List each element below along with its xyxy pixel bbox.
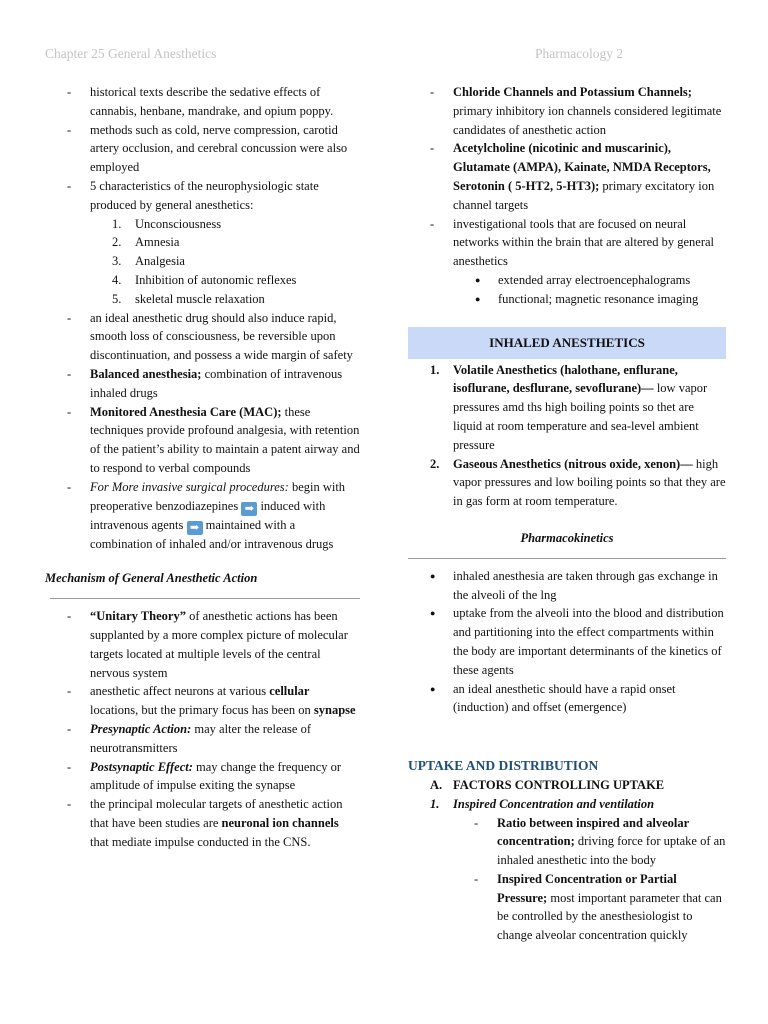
list-item: - methods such as cold, nerve compression, carotid artery occlusion, and cerebral concussion were also employed: [90, 121, 360, 177]
pharmacokinetics-heading: Pharmacokinetics: [520, 530, 614, 545]
list-item: - anesthetic affect neurons at various cellular locations, but the primary focus has been on synapse: [90, 682, 360, 720]
ion-channel-list: [408, 83, 726, 309]
divider: [50, 598, 360, 599]
inhaled-types-list: [408, 361, 726, 511]
right-column: [408, 83, 726, 945]
list-item: A. FACTORS CONTROLLING UPTAKE: [430, 777, 665, 792]
right-arrow-icon: ➡: [241, 502, 257, 516]
list-item: - Ratio between inspired and alveolar concentration; driving force for uptake of an inhaled anesthetic into the body: [497, 814, 726, 870]
tools-list: [453, 271, 726, 309]
list-item: ● inhaled anesthesia are taken through gas exchange in the alveoli of the lng: [453, 567, 726, 605]
list-item: 4. Inhibition of autonomic reflexes: [112, 272, 297, 287]
list-item: - Postsynaptic Effect: may change the frequency or amplitude of impulse exiting the synapse: [90, 758, 360, 796]
header-chapter-title: Chapter 25 General Anesthetics: [45, 46, 217, 61]
list-item: - the principal molecular targets of anesthetic action that have been studies are neuronal ion channels that mediate impulse conducted in the CNS.: [90, 795, 360, 851]
list-item: - historical texts describe the sedative effects of cannabis, henbane, mandrake, and opium poppy.: [90, 83, 360, 121]
inspired-list: [453, 814, 726, 946]
left-column: [45, 83, 360, 851]
list-item: - For More invasive surgical procedures: begin with preoperative benzodiazepines ➡ induced with intravenous agents ➡ maintained with a combination of inhaled and/or intravenous drugs: [90, 478, 360, 554]
list-item: 1. Unconsciousness: [112, 216, 222, 231]
list-item: ● functional; magnetic resonance imaging: [498, 290, 726, 309]
list-item: - “Unitary Theory” of anesthetic actions has been supplanted by a more complex picture of molecular targets located at multiple levels of the central nervous system: [90, 607, 360, 682]
intro-list: [45, 83, 360, 553]
list-item: 1. Inspired Concentration and ventilation - Ratio between inspired and alveolar concentration; driving force for uptake of an inhaled anesthetic into the body - Inspired Concentration or Partial Pressure; most important parameter that can be controlled by the anesthesiologist to change alveolar concentration quickly: [453, 795, 726, 945]
list-item: - Chloride Channels and Potassium Channels; primary inhibitory ion channels considered legitimate candidates of anesthetic action: [453, 83, 726, 139]
list-item: 2. Amnesia: [112, 235, 180, 250]
list-item: - Presynaptic Action: may alter the release of neurotransmitters: [90, 720, 360, 758]
factors-list: [408, 776, 726, 945]
pharmacokinetics-list: [408, 567, 726, 717]
divider: [408, 558, 726, 559]
list-item: 2. Gaseous Anesthetics (nitrous oxide, xenon)— high vapor pressures and low boiling points so that they are in gas form at room temperature.: [430, 456, 726, 509]
list-item: ● an ideal anesthetic should have a rapid onset (induction) and offset (emergence): [453, 680, 726, 718]
list-item: ● extended array electroencephalograms: [498, 271, 726, 290]
list-item: - an ideal anesthetic drug should also induce rapid, smooth loss of consciousness, be reversible upon discontinuation, and possess a wide margin of safety: [90, 309, 360, 365]
list-item: - investigational tools that are focused on neural networks within the brain that are altered by general anesthetics ● extended array electroencephalograms ● functional; magnetic resonance imaging: [453, 215, 726, 309]
list-item: 5. skeletal muscle relaxation: [112, 291, 265, 306]
list-item: - Monitored Anesthesia Care (MAC); these techniques provide profound analgesia, with retention of the patient’s ability to maintain a patent airway and to respond to verbal compounds: [90, 403, 360, 478]
inhaled-anesthetics-banner: INHALED ANESTHETICS: [408, 327, 726, 359]
mechanism-list: [45, 607, 360, 851]
list-item: - Inspired Concentration or Partial Pressure; most important parameter that can be controlled by the anesthesiologist to change alveolar concentration quickly: [497, 870, 726, 945]
list-item: - Acetylcholine (nicotinic and muscarinic), Glutamate (AMPA), Kainate, NMDA Receptors, Serotonin ( 5-HT2, 5-HT3); primary excitatory ion channel targets: [453, 139, 726, 214]
list-item: - Balanced anesthesia; combination of intravenous inhaled drugs: [90, 365, 360, 403]
list-item: - 5 characteristics of the neurophysiologic state produced by general anesthetics: 1. Unconsciousness 2. Amnesia 3. Analgesia 4. Inhibition of autonomic reflexes 5. skeletal muscle relaxation: [90, 177, 360, 309]
header-course-title: Pharmacology 2: [535, 46, 624, 61]
list-item: 1. Volatile Anesthetics (halothane, enflurane, isoflurane, desflurane, sevoflurane)— low vapor pressures amd ths high boiling points so thet are liquid at room temperature and sea-level ambient pressure: [430, 362, 708, 452]
right-arrow-icon: ➡: [187, 521, 203, 535]
characteristics-list: [90, 215, 360, 309]
list-item: 3. Analgesia: [112, 254, 185, 269]
mechanism-heading: Mechanism of General Anesthetic Action: [45, 571, 258, 586]
uptake-distribution-heading: UPTAKE AND DISTRIBUTION: [408, 758, 599, 774]
list-item: ● uptake from the alveoli into the blood and distribution and partitioning into the effect compartments within the body are important determinants of the kinetics of these agents: [453, 604, 726, 679]
